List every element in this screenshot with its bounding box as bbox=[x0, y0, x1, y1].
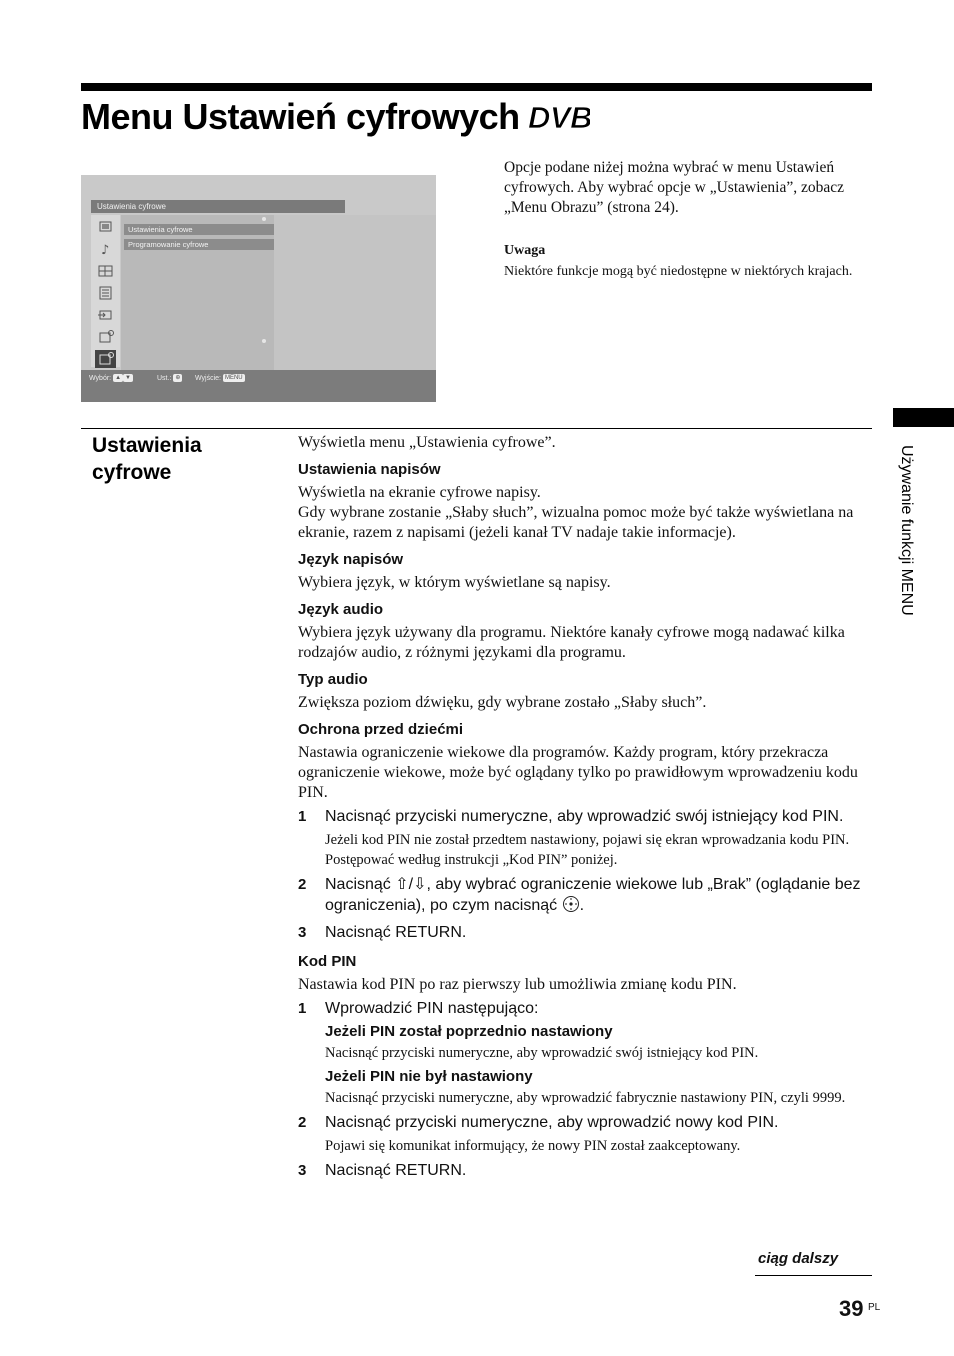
input-icon bbox=[95, 306, 116, 324]
audio-language-heading: Język audio bbox=[298, 601, 384, 618]
page-title bbox=[81, 96, 590, 141]
up-down-key-icon: ▲ bbox=[115, 375, 122, 381]
tv-menu-item-digital-settings[interactable]: Ustawienia cyfrowe bbox=[124, 224, 274, 235]
audio-language-text: Wybiera język używany dla programu. Niektóre kanały cyfrowe mogą nadawać kilka rodzajów audio, z różnymi językami dla programu. bbox=[298, 624, 845, 661]
tv-footer-exit: Wyjście: MENU bbox=[195, 375, 243, 382]
pin-step-2 bbox=[298, 1112, 872, 1133]
step-number: 1 bbox=[298, 1000, 307, 1017]
analog-setup-icon bbox=[95, 328, 116, 346]
step-number: 1 bbox=[298, 808, 307, 825]
step-text: Wprowadzić PIN następująco: bbox=[325, 1000, 539, 1017]
section-heading: Ustawienia cyfrowe bbox=[92, 434, 202, 484]
subtitle-settings-text: Wyświetla na ekranie cyfrowe napisy. Gdy wybrane zostanie „Słaby słuch”, wizualna pomoc może być także wyświetlana na ekranie, razem z napisami (jeżeli kanał TV nadaje takie informacje). bbox=[298, 484, 854, 541]
sound-icon bbox=[95, 240, 116, 258]
tv-footer-set: Ust.: ⊕ bbox=[157, 375, 181, 382]
pin-case-1-text: Nacisnąć przyciski numeryczne, aby wprowadzić swój istniejący kod PIN. bbox=[325, 1045, 759, 1061]
page-language: PL bbox=[868, 1302, 881, 1313]
parental-step-2: 2 Nacisnąć ⇧/⇩, aby wybrać ograniczenie wiekowe lub „Brak” (oglądanie bez ograniczenia), po czym nacisnąć . bbox=[298, 874, 872, 919]
pin-case-2-heading: Jeżeli PIN nie był nastawiony bbox=[325, 1068, 533, 1085]
menu-key-label: MENU bbox=[224, 375, 243, 381]
tv-footer-bar bbox=[81, 370, 436, 402]
subtitle-language-heading: Język napisów bbox=[298, 551, 404, 568]
dvb-logo-text: DVB bbox=[527, 102, 590, 132]
up-down-arrow-icon: ⇧/⇩ bbox=[395, 876, 427, 893]
enter-key-icon: ⊕ bbox=[175, 375, 181, 381]
note-text: Niektóre funkcje mogą być niedostępne w niektórych krajach. bbox=[504, 264, 853, 279]
pin-case-2-text: Nacisnąć przyciski numeryczne, aby wprowadzić fabrycznie nastawiony PIN, czyli 9999. bbox=[325, 1090, 846, 1106]
page-title-text: Menu Ustawień cyfrowych bbox=[81, 96, 520, 137]
parental-step-1-note: Jeżeli kod PIN nie został przedtem nastawiony, pojawi się ekran wprowadzania kodu PIN. Postępować według instrukcji „Kod PIN” poniżej. bbox=[325, 832, 850, 868]
digital-setup-icon bbox=[95, 350, 116, 368]
screen-icon bbox=[95, 262, 116, 280]
step-number: 2 bbox=[298, 876, 307, 893]
up-down-key-icon: ▼ bbox=[125, 375, 131, 381]
side-tab bbox=[895, 445, 917, 690]
page-number: 39 bbox=[839, 1296, 864, 1321]
tv-icon-column bbox=[91, 215, 120, 367]
settings-icon bbox=[95, 284, 116, 302]
step-text: Nacisnąć przyciski numeryczne, aby wprowadzić nowy kod PIN. bbox=[325, 1114, 779, 1131]
step-text: Nacisnąć RETURN. bbox=[325, 924, 467, 941]
pin-step-2-note: Pojawi się komunikat informujący, że nowy PIN został zaakceptowany. bbox=[325, 1138, 741, 1154]
pin-step-3 bbox=[298, 1160, 872, 1181]
parental-step-3 bbox=[298, 922, 872, 943]
picture-icon bbox=[95, 218, 116, 236]
parental-lock-heading: Ochrona przed dziećmi bbox=[298, 721, 464, 738]
pin-step-1 bbox=[298, 998, 872, 1019]
tv-footer-select: Wybór: ▲ ▼ bbox=[89, 375, 131, 382]
parental-step-1 bbox=[298, 806, 872, 827]
tv-menu-right-panel bbox=[274, 215, 436, 370]
section-intro: Wyświetla menu „Ustawienia cyfrowe”. bbox=[298, 434, 556, 451]
bottom-rule bbox=[755, 1275, 872, 1276]
audio-type-text: Zwiększa poziom dźwięku, gdy wybrane zostało „Słaby słuch”. bbox=[298, 694, 707, 711]
tv-menu-header: Ustawienia cyfrowe bbox=[91, 200, 345, 213]
section-body bbox=[298, 433, 872, 1184]
step-text: Nacisnąć RETURN. bbox=[325, 1162, 467, 1179]
scroll-dot-icon bbox=[262, 217, 266, 221]
side-tab-label: Używanie funkcji MENU bbox=[898, 445, 915, 616]
pin-code-text: Nastawia kod PIN po raz pierwszy lub umożliwia zmianę kodu PIN. bbox=[298, 976, 737, 993]
pin-case-1-heading: Jeżeli PIN został poprzednio nastawiony bbox=[325, 1023, 613, 1040]
side-tab-marker bbox=[893, 408, 954, 427]
continued-label: ciąg dalszy bbox=[758, 1250, 839, 1267]
step-number: 2 bbox=[298, 1114, 307, 1131]
step-text: Nacisnąć przyciski numeryczne, aby wprowadzić swój istniejący kod PIN. bbox=[325, 808, 844, 825]
intro-text: Opcje podane niżej można wybrać w menu Ustawień cyfrowych. Aby wybrać opcje w „Ustawienia”, zobacz „Menu Obrazu” (strona 24). bbox=[504, 159, 844, 216]
top-rule bbox=[81, 83, 872, 91]
dvb-logo bbox=[528, 99, 590, 141]
step-number: 3 bbox=[298, 924, 307, 941]
section-rule bbox=[81, 428, 872, 429]
scroll-dot-icon bbox=[262, 339, 266, 343]
tv-menu-item-digital-programming[interactable]: Programowanie cyfrowe bbox=[124, 239, 274, 250]
tv-menu-panel bbox=[121, 215, 274, 370]
subtitle-settings-heading: Ustawienia napisów bbox=[298, 461, 441, 478]
parental-lock-text: Nastawia ograniczenie wiekowe dla programów. Każdy program, który przekracza ograniczenie wiekowe, może być oglądany tylko po prawidłowym wprowadzeniu kodu PIN. bbox=[298, 744, 858, 801]
pin-code-heading: Kod PIN bbox=[298, 953, 357, 970]
note-heading: Uwaga bbox=[504, 243, 546, 258]
audio-type-heading: Typ audio bbox=[298, 671, 368, 688]
enter-button-icon bbox=[562, 895, 580, 919]
tv-menu-screenshot bbox=[81, 175, 436, 402]
subtitle-language-text: Wybiera język, w którym wyświetlane są napisy. bbox=[298, 574, 611, 591]
step-number: 3 bbox=[298, 1162, 307, 1179]
svg-text:♪: ♪ bbox=[101, 243, 110, 258]
